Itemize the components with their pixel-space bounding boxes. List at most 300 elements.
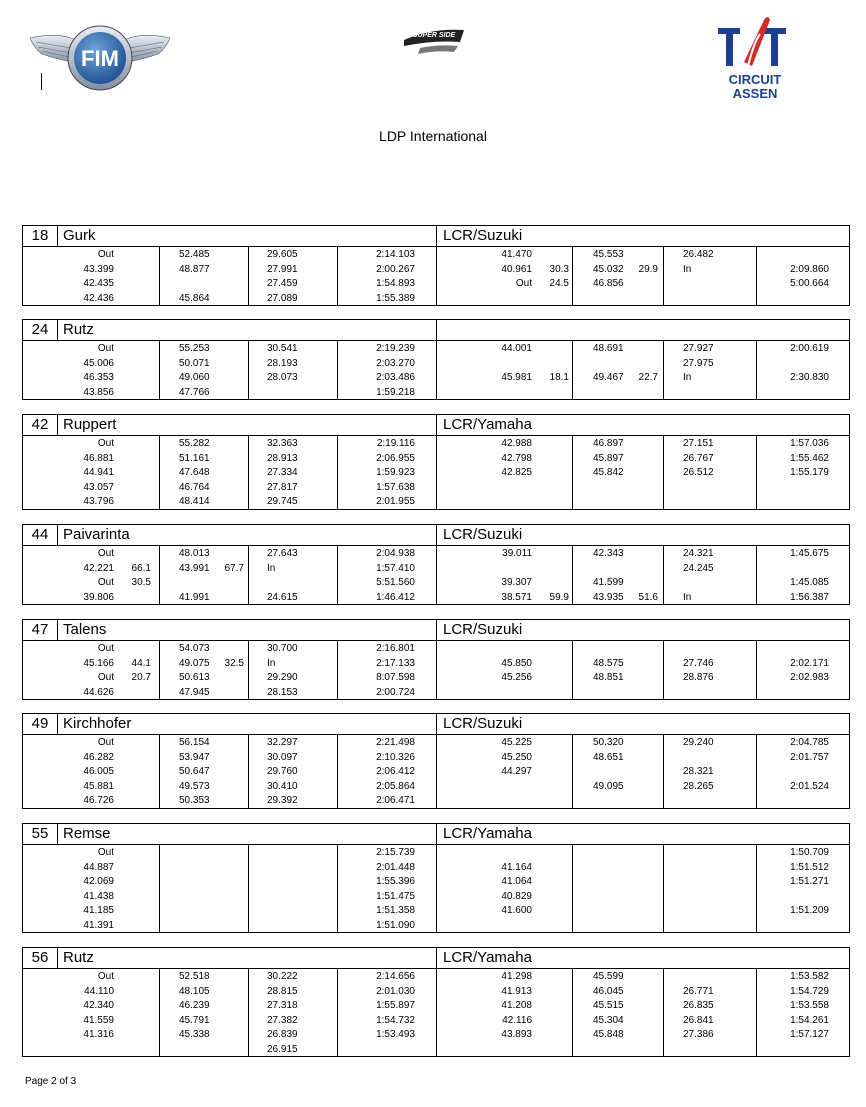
cell-sector2: 45.864 [179, 292, 210, 304]
cell-laptimeb: 2:02.171 [790, 657, 829, 669]
cell-sector3: 27.318 [267, 1000, 298, 1011]
cell-sector1: Out [97, 971, 114, 982]
cell-sector1: Out [97, 548, 114, 559]
cell-sector3: 30.410 [267, 780, 298, 792]
cell-laptime: 2:05.864 [376, 780, 415, 792]
cell-sector2: 45.791 [179, 1014, 210, 1026]
cell-laptime: 2:14.656 [376, 971, 415, 982]
cell-sector1b: 44.297 [501, 766, 532, 777]
lap-row [23, 451, 849, 466]
rider-name: Gurk [63, 227, 96, 244]
cell-laptimeb: 2:02.983 [790, 672, 829, 683]
lap-row [23, 546, 849, 561]
lap-row [23, 1013, 849, 1028]
cell-sector3: 27.991 [267, 263, 298, 275]
cell-sector1b: 41.298 [501, 971, 532, 982]
rider-block [22, 319, 850, 400]
lap-row [23, 341, 849, 356]
cell-sector3b: In [683, 591, 692, 603]
cell-laptimeb: 1:57.036 [790, 438, 829, 449]
cell-sector2: 49.075 [179, 657, 210, 669]
cell-sector2b: 45.515 [593, 1000, 624, 1011]
cell-sector3: 27.382 [267, 1014, 298, 1026]
cell-sector1: 44.941 [83, 467, 114, 478]
cell-laptimeb: 5:00.664 [790, 278, 829, 289]
rider-team: LCR/Suzuki [436, 714, 522, 734]
cell-sector3: 32.363 [267, 438, 298, 449]
cell-laptime: 1:57.410 [376, 562, 415, 574]
cell-sector2b: 45.842 [593, 467, 624, 478]
cell-laptime: 1:46.412 [376, 591, 415, 603]
cell-sector1: 41.391 [83, 919, 114, 931]
cell-laptime: 1:54.893 [376, 278, 415, 289]
cell-sector3b: 26.767 [683, 452, 714, 464]
cell-laptime: 2:03.486 [376, 372, 415, 383]
rider-block [22, 619, 850, 700]
cell-sector1: 41.316 [83, 1029, 114, 1040]
rider-block [22, 947, 850, 1057]
cell-sector2: 41.991 [179, 591, 210, 603]
cell-laptime: 1:51.475 [376, 890, 415, 902]
cell-laptime: 2:21.498 [376, 737, 415, 748]
cell-sector1b: 41.208 [501, 1000, 532, 1011]
rider-name: Rutz [63, 321, 94, 338]
cell-sector3b: 28.876 [683, 672, 714, 683]
cell-sector3: 30.700 [267, 643, 298, 654]
lap-row [23, 918, 849, 933]
cell-sector2b: 45.599 [593, 971, 624, 982]
cell-sector3: 24.615 [267, 591, 298, 603]
rider-header [23, 620, 849, 641]
lap-row [23, 735, 849, 750]
cell-sector2: 50.353 [179, 795, 210, 806]
cell-laptimeb: 1:50.709 [790, 847, 829, 858]
cell-sector1: 43.057 [83, 481, 114, 493]
rider-team: LCR/Yamaha [436, 415, 532, 435]
cell-sector3b: 24.321 [683, 548, 714, 559]
cell-sector1: 42.436 [83, 292, 114, 304]
cell-sector1: Out [97, 847, 114, 858]
cell-speed2b: 29.9 [638, 263, 658, 275]
cell-sector1: Out [97, 643, 114, 654]
cell-laptime: 2:01.955 [376, 496, 415, 507]
lap-table [23, 546, 849, 604]
lap-row [23, 276, 849, 291]
cell-sector3: 30.541 [267, 343, 298, 354]
cell-sector2b: 46.045 [593, 985, 624, 997]
rider-header [23, 320, 849, 341]
cell-sector3b: 26.841 [683, 1014, 714, 1026]
cell-laptime: 1:55.897 [376, 1000, 415, 1011]
cell-sector2: 45.338 [179, 1029, 210, 1040]
cell-sector3: 30.097 [267, 751, 298, 763]
lap-row [23, 480, 849, 495]
cell-sector1: 43.399 [83, 263, 114, 275]
rider-name: Talens [63, 621, 107, 638]
cell-speed1b: 59.9 [549, 591, 569, 603]
cell-laptime: 2:17.133 [376, 657, 415, 669]
cell-sector2b: 42.343 [593, 548, 624, 559]
rider-name: Rutz [63, 949, 94, 966]
cell-sector3: 28.193 [267, 357, 298, 369]
rider-number: 18 [23, 226, 58, 246]
cell-sector3: 26.915 [267, 1043, 298, 1055]
tt-circuit-assen-logo [712, 12, 798, 102]
cell-laptimeb: 1:56.387 [790, 591, 829, 603]
cell-sector1b: Out [515, 278, 532, 289]
superside-logo [400, 26, 468, 56]
lap-row [23, 670, 849, 685]
rider-block [22, 414, 850, 510]
cell-sector3: 32.297 [267, 737, 298, 748]
rider-block [22, 524, 850, 605]
cell-laptimeb: 2:30.830 [790, 372, 829, 383]
cell-sector2: 53.947 [179, 751, 210, 763]
rider-block [22, 823, 850, 933]
rider-number: 42 [23, 415, 58, 435]
cell-sector3b: 27.746 [683, 657, 714, 669]
rider-number: 44 [23, 525, 58, 545]
cell-sector3b: 29.240 [683, 737, 714, 748]
lap-row [23, 889, 849, 904]
lap-row [23, 845, 849, 860]
lap-row [23, 750, 849, 765]
cell-sector2b: 45.304 [593, 1014, 624, 1026]
cell-sector1: Out [97, 249, 114, 260]
cell-sector3: 27.643 [267, 548, 298, 559]
cell-sector1: 46.726 [83, 795, 114, 806]
cell-sector3b: 28.265 [683, 780, 714, 792]
cell-sector1: 46.881 [83, 452, 114, 464]
cell-sector1: 45.881 [83, 780, 114, 792]
cell-sector1b: 39.011 [502, 548, 532, 559]
cell-laptimeb: 1:55.179 [790, 467, 829, 478]
fim-logo [28, 20, 172, 98]
cell-laptime: 2:01.030 [376, 985, 415, 997]
cell-sector3b: 24.245 [683, 562, 714, 574]
lap-table [23, 436, 849, 509]
cell-laptime: 1:59.218 [376, 386, 415, 398]
cell-sector1: 42.435 [83, 278, 114, 289]
rider-block [22, 225, 850, 306]
cell-laptimeb: 2:01.524 [790, 780, 829, 792]
cell-sector1: 41.185 [83, 905, 114, 916]
cell-sector2b: 50.320 [593, 737, 624, 748]
cell-laptimeb: 2:00.619 [790, 343, 829, 354]
cell-sector2: 51.161 [179, 452, 210, 464]
lap-row [23, 385, 849, 400]
cell-speed1: 66.1 [131, 562, 151, 574]
cell-speed1b: 30.3 [549, 263, 569, 275]
cell-sector3: 29.605 [267, 249, 298, 260]
cell-laptime: 2:06.471 [376, 795, 415, 806]
cell-sector1b: 44.001 [501, 343, 532, 354]
cell-laptime: 5:51.560 [376, 577, 415, 588]
cell-sector1b: 41.600 [501, 905, 532, 916]
cell-sector3b: 26.835 [683, 1000, 714, 1011]
cell-sector1b: 40.829 [501, 890, 532, 902]
circuit-text: CIRCUIT [728, 72, 782, 87]
cell-laptimeb: 1:53.582 [790, 971, 829, 982]
cell-laptimeb: 1:55.462 [790, 452, 829, 464]
cell-sector3b: 27.151 [683, 438, 714, 449]
rider-team: LCR/Suzuki [436, 226, 522, 246]
cell-sector3b: In [683, 263, 692, 275]
cell-sector3b: 26.482 [683, 249, 714, 260]
cell-sector2: 48.013 [179, 548, 210, 559]
cell-sector3b: 26.771 [683, 985, 714, 997]
rider-team: LCR/Yamaha [436, 948, 532, 968]
lap-row [23, 575, 849, 590]
rider-number: 24 [23, 320, 58, 340]
cell-speed1b: 24.5 [549, 278, 569, 289]
cell-sector1b: 42.825 [501, 467, 532, 478]
cell-laptimeb: 2:01.757 [790, 751, 829, 763]
cell-sector2: 55.253 [179, 343, 210, 354]
cell-speed2b: 22.7 [638, 372, 658, 383]
lap-row [23, 370, 849, 385]
cell-sector2: 52.485 [179, 249, 210, 260]
fim-logo-text: FIM [81, 46, 119, 71]
lap-row [23, 1042, 849, 1057]
cell-laptimeb: 1:45.085 [790, 577, 829, 588]
cell-sector1: Out [97, 577, 114, 588]
cell-sector2b: 48.851 [593, 672, 624, 683]
lap-row [23, 465, 849, 480]
cell-laptimeb: 2:09.860 [790, 263, 829, 275]
cell-sector1b: 42.988 [501, 438, 532, 449]
cell-laptime: 2:15.739 [376, 847, 415, 858]
rider-team: LCR/Suzuki [436, 620, 522, 640]
lap-row [23, 793, 849, 808]
superside-logo-text: SUPER SIDE [412, 32, 456, 39]
cell-laptimeb: 1:51.209 [790, 905, 829, 916]
cell-sector1b: 39.307 [501, 577, 532, 588]
cell-sector2: 46.239 [179, 1000, 210, 1011]
cell-sector1: 44.110 [84, 985, 114, 997]
cell-speed1: 20.7 [131, 672, 151, 683]
cell-sector2b: 48.651 [593, 751, 624, 763]
lap-table [23, 845, 849, 932]
cell-sector3b: 28.321 [683, 766, 714, 777]
cell-sector1: 45.006 [83, 357, 114, 369]
lap-table [23, 735, 849, 808]
cell-sector1b: 42.798 [501, 452, 532, 464]
cell-laptime: 2:14.103 [376, 249, 415, 260]
rider-number: 49 [23, 714, 58, 734]
cell-sector2b: 45.032 [593, 263, 624, 275]
cell-sector2b: 41.599 [593, 577, 624, 588]
lap-row [23, 356, 849, 371]
cell-sector3: 29.745 [267, 496, 298, 507]
cell-laptime: 2:10.326 [376, 751, 415, 763]
cell-sector2b: 43.935 [593, 591, 624, 603]
lap-row [23, 1027, 849, 1042]
cell-sector3: 29.290 [267, 672, 298, 683]
cell-sector2: 49.573 [179, 780, 210, 792]
cell-sector1b: 43.893 [501, 1029, 532, 1040]
cell-speed2: 32.5 [224, 657, 244, 669]
cell-sector2: 48.414 [179, 496, 210, 507]
rider-block [22, 713, 850, 809]
cell-sector1b: 45.981 [501, 372, 532, 383]
lap-row [23, 779, 849, 794]
cell-sector1b: 41.164 [501, 861, 532, 873]
cell-sector1b: 41.064 [501, 876, 532, 887]
rider-name: Kirchhofer [63, 715, 132, 732]
cell-sector1: Out [97, 672, 114, 683]
cell-sector2: 48.105 [179, 985, 210, 997]
cell-laptime: 2:06.955 [376, 452, 415, 464]
rider-header [23, 824, 849, 845]
cell-sector2: 46.764 [179, 481, 210, 493]
cell-laptime: 1:54.732 [376, 1014, 415, 1026]
cell-sector2b: 48.575 [593, 657, 624, 669]
cell-laptimeb: 1:51.271 [790, 876, 829, 887]
cell-sector3: 27.089 [267, 292, 298, 304]
lap-row [23, 291, 849, 306]
page-number: Page 2 of 3 [25, 1076, 77, 1087]
rider-team: LCR/Yamaha [436, 824, 532, 844]
cell-sector2: 54.073 [179, 643, 210, 654]
lap-row [23, 903, 849, 918]
cell-laptime: 1:51.090 [376, 919, 415, 931]
cell-laptime: 1:53.493 [376, 1029, 415, 1040]
cell-sector2: 52.518 [179, 971, 210, 982]
cell-sector3: 27.334 [267, 467, 298, 478]
cell-laptimeb: 1:57.127 [790, 1029, 829, 1040]
cell-sector1: 46.005 [83, 766, 114, 777]
lap-row [23, 494, 849, 509]
cell-sector3: 28.153 [267, 686, 298, 698]
cell-sector1: 44.626 [83, 686, 114, 698]
cell-laptime: 1:55.389 [376, 292, 415, 304]
cell-laptime: 8:07.598 [376, 672, 415, 683]
cell-sector2: 43.991 [179, 562, 210, 574]
lap-table [23, 247, 849, 305]
rider-name: Paivarinta [63, 526, 130, 543]
rider-team: LCR/Suzuki [436, 525, 522, 545]
cell-sector3b: 27.386 [683, 1029, 714, 1040]
cell-sector2: 50.071 [179, 357, 210, 369]
cell-laptime: 2:16.801 [376, 643, 415, 654]
cell-sector3b: 26.512 [683, 467, 714, 478]
cell-sector2b: 49.467 [593, 372, 624, 383]
cell-sector1: 43.796 [83, 496, 114, 507]
cell-laptimeb: 2:04.785 [790, 737, 829, 748]
cell-sector1: 41.559 [83, 1014, 114, 1026]
cell-sector1b: 40.961 [501, 263, 532, 275]
cell-sector1: 46.282 [83, 751, 114, 763]
lap-row [23, 764, 849, 779]
cell-speed2b: 51.6 [638, 591, 658, 603]
lap-table [23, 341, 849, 399]
cell-sector1b: 41.470 [501, 249, 532, 260]
cell-sector1b: 45.250 [501, 751, 532, 763]
cell-laptime: 2:01.448 [376, 861, 415, 873]
rider-header [23, 226, 849, 247]
cell-sector3: In [267, 562, 276, 574]
cell-sector1b: 45.225 [501, 737, 532, 748]
rider-header [23, 415, 849, 436]
cell-sector1: 45.166 [83, 657, 114, 669]
cell-sector2b: 45.553 [593, 249, 624, 260]
cell-laptime: 2:03.270 [376, 357, 415, 369]
lap-table [23, 641, 849, 699]
cell-sector1: 41.438 [83, 890, 114, 902]
rider-name: Ruppert [63, 416, 117, 433]
cell-sector1: Out [97, 343, 114, 354]
cell-sector2b: 45.848 [593, 1029, 624, 1040]
cell-sector1: Out [97, 438, 114, 449]
cell-sector1: 42.221 [83, 562, 114, 574]
cell-sector3: 29.392 [267, 795, 298, 806]
cell-sector1b: 45.256 [501, 672, 532, 683]
cell-laptime: 1:57.638 [376, 481, 415, 493]
cell-laptimeb: 1:51.512 [790, 861, 829, 873]
page-title: LDP International [379, 128, 487, 144]
cell-speed2: 67.7 [224, 562, 244, 574]
lap-row [23, 436, 849, 451]
rider-header [23, 525, 849, 546]
cell-speed1: 44.1 [131, 657, 151, 669]
cell-laptime: 1:59.923 [376, 467, 415, 478]
cell-sector3: 30.222 [267, 971, 298, 982]
rider-name: Remse [63, 825, 111, 842]
cell-laptimeb: 1:54.729 [790, 985, 829, 997]
lap-row [23, 262, 849, 277]
cell-sector2: 47.945 [179, 686, 210, 698]
cell-sector2b: 48.691 [593, 343, 624, 354]
cell-laptime: 2:19.239 [376, 343, 415, 354]
lap-row [23, 590, 849, 605]
lap-row [23, 984, 849, 999]
lap-row [23, 969, 849, 984]
cell-sector2b: 45.897 [593, 452, 624, 464]
cell-sector2b: 46.856 [593, 278, 624, 289]
cell-sector2b: 46.897 [593, 438, 624, 449]
cell-laptime: 1:55.396 [376, 876, 415, 887]
cell-sector3: 28.913 [267, 452, 298, 464]
cell-sector2: 47.648 [179, 467, 210, 478]
cell-speed1: 30.5 [131, 577, 151, 588]
cell-sector1b: 45.850 [501, 657, 532, 669]
lap-row [23, 860, 849, 875]
cell-speed1b: 18.1 [549, 372, 569, 383]
cell-laptimeb: 1:45.675 [790, 548, 829, 559]
cell-sector3: 26.839 [267, 1029, 298, 1040]
cell-sector3: 28.073 [267, 372, 298, 383]
cell-laptimeb: 1:53.558 [790, 1000, 829, 1011]
rider-number: 55 [23, 824, 58, 844]
cell-sector2: 47.766 [179, 386, 210, 398]
cell-sector1: Out [97, 737, 114, 748]
cell-sector3: 27.459 [267, 278, 298, 289]
cell-sector1: 39.806 [83, 591, 114, 603]
cell-laptime: 2:06.412 [376, 766, 415, 777]
cell-sector2b: 49.095 [593, 780, 624, 792]
lap-table [23, 969, 849, 1056]
cell-laptime: 2:04.938 [376, 548, 415, 559]
cell-sector3b: 27.975 [683, 357, 714, 369]
lap-row [23, 874, 849, 889]
cell-sector1b: 38.571 [501, 591, 532, 603]
cell-sector2: 48.877 [179, 263, 210, 275]
cell-sector1: 42.340 [83, 1000, 114, 1011]
rider-team [436, 320, 443, 340]
rider-number: 56 [23, 948, 58, 968]
rider-header [23, 714, 849, 735]
